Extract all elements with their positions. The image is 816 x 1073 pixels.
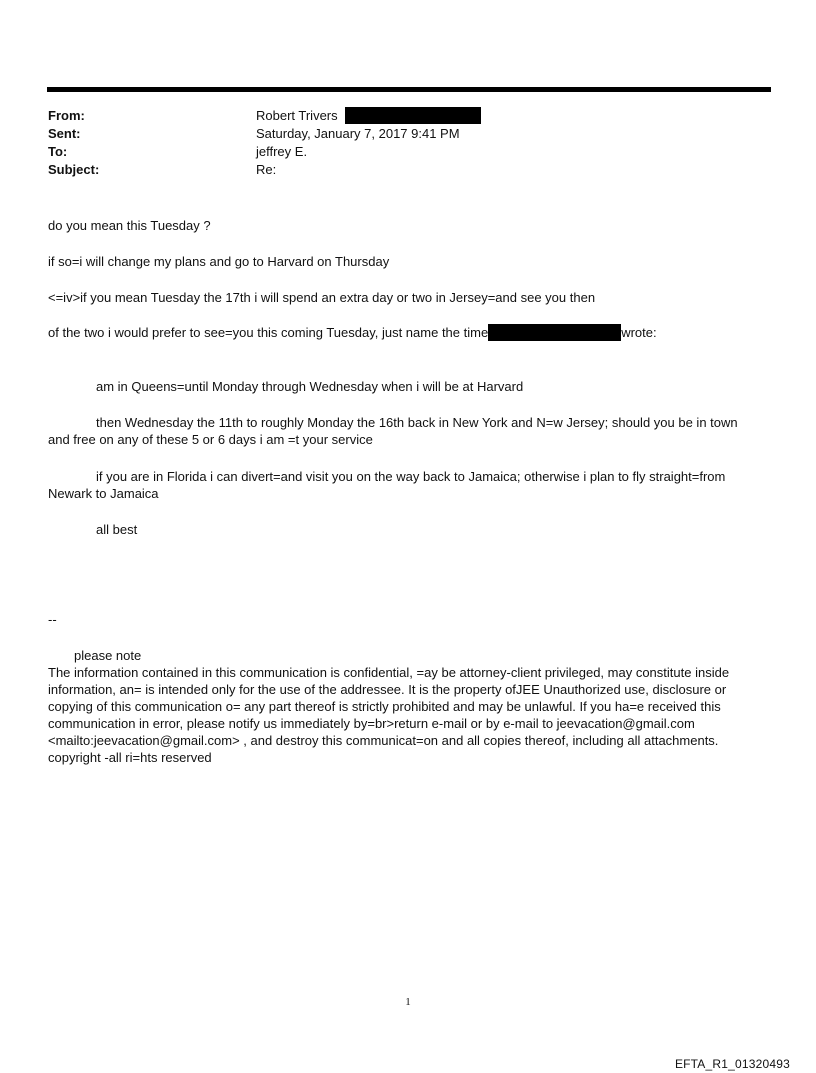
subject-row	[48, 161, 768, 179]
body-line-4	[48, 324, 773, 341]
quoted-paragraph-3-line-2: Newark to Jamaica	[48, 486, 159, 501]
body-line-1: do you mean this Tuesday ?	[48, 218, 211, 233]
quoted-paragraph-2-line-2: and free on any of these 5 or 6 days i am =t your service	[48, 432, 373, 447]
signature-dashes: --	[48, 612, 57, 627]
body-line-3: <=iv>if you mean Tuesday the 17th i will spend an extra day or two in Jersey=and see you then	[48, 290, 596, 305]
from-row	[48, 107, 768, 125]
quoted-paragraph-4: all best	[96, 522, 138, 537]
body-line-4-after: wrote:	[621, 325, 657, 340]
to-value: jeffrey E.	[256, 144, 308, 159]
body-line-2: if so=i will change my plans and go to Harvard on Thursday	[48, 254, 390, 269]
sent-value: Saturday, January 7, 2017 9:41 PM	[256, 126, 460, 141]
quoted-paragraph-1: am in Queens=until Monday through Wednesday when i will be at Harvard	[96, 379, 524, 394]
header-rule	[47, 87, 771, 92]
quoted-paragraph-3-line-1: if you are in Florida i can divert=and visit you on the way back to Jamaica; otherwise i plan to fly straight=from	[96, 469, 726, 484]
subject-value: Re:	[256, 162, 277, 177]
body-line-4-before: of the two i would prefer to see=you this coming Tuesday, just name the time	[48, 325, 489, 340]
redaction-box-email	[345, 107, 481, 124]
from-value: Robert Trivers	[256, 108, 338, 123]
from-value-wrap	[256, 107, 481, 125]
document-id: EFTA_R1_01320493	[674, 1057, 790, 1071]
sent-row	[48, 125, 768, 143]
to-label: To:	[48, 144, 68, 159]
subject-label: Subject:	[48, 162, 100, 177]
sent-label: Sent:	[48, 126, 81, 141]
quoted-paragraph-2-line-1: then Wednesday the 11th to roughly Monday the 16th back in New York and N=w Jersey; should you be in town	[96, 415, 738, 430]
page-number: 1	[405, 996, 411, 1008]
to-row	[48, 143, 768, 161]
signature-note: please note	[74, 648, 142, 663]
confidentiality-disclaimer: The information contained in this communication is confidential, =ay be attorney-client privileged, may constitute inside information, an= is intended only for the use of the addressee. It is the property ofJEE Unauthorized use, disclosure or copying of this communication o= any part thereof is strictly prohibited and may be unlawful. If you ha=e received this communication in error, please notify us immediately by=br>return e-mail or by e-mail to jeevacation@gmail.com <mailto:jeevacation@gmail.com> , and destroy this communicat=on and all copies thereof, including all attachments. copyright -all ri=hts reserved	[48, 665, 730, 765]
redaction-box-sender	[488, 324, 621, 341]
from-label: From:	[48, 108, 85, 123]
